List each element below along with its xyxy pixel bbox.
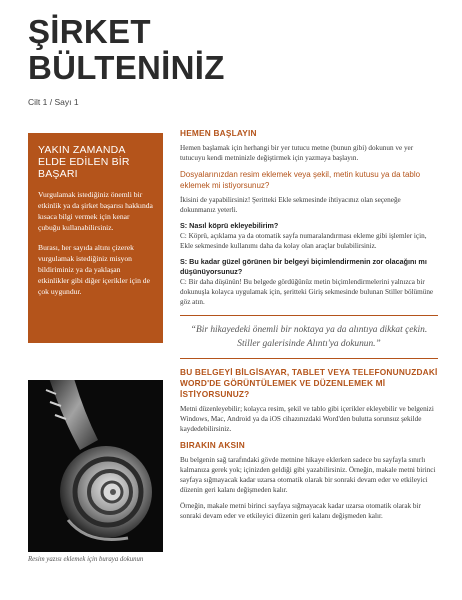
newsletter-title: ŞİRKET BÜLTENİNİZ [28, 13, 225, 86]
issue-label: Cilt 1 / Sayı 1 [28, 97, 79, 107]
subheading-insert-picture[interactable]: Dosyalarınızdan resim eklemek veya şekil, metin kutusu ya da tablo eklemek mi istiyorsunuz? [180, 170, 421, 190]
pull-quote[interactable]: “Bir hikayedeki önemli bir noktaya ya da alıntıya dikkat çekin. Stiller galerisinde Alıntı'ya dokunun.” [180, 315, 438, 359]
sidebar-box [28, 133, 163, 343]
body-insert-picture[interactable]: İkisini de yapabilirsiniz! Şeritteki Ekle sekmesinde ihtiyacınız olan seçeneğe dokunmanız yeterli. [180, 196, 401, 214]
section-body-word-devices[interactable]: Metni düzenleyebilir; kolayca resim, şekil ve tablo gibi içerikler ekleyebilir ve belgenizi Windows, Mac, Android ya da iOS cihazınızdaki Word'den bulutta sorunsuz şekilde kaydedebilirsiniz. [180, 405, 434, 433]
section-body-get-started[interactable]: Hemen başlamak için herhangi bir yer tutucu metne (bunun gibi) dokunun ve yer tutucuyu kendi metninizle değiştirmek için yazmaya başlayın. [180, 144, 414, 162]
section-heading-get-started[interactable]: HEMEN BAŞLAYIN [180, 128, 257, 138]
answer-formatting[interactable]: C: Bir daha düşünün! Bu belgede gördüğünüz metin biçimlendirmelerini yalnızca bir dokunuşla kolayca uygulamak için, şeritteki Giriş sekmesinde bulunan Stiller bölümüne göz atın. [180, 278, 434, 306]
answer-hyperlink[interactable]: C: Köprü, açıklama ya da otomatik sayfa numaralandırması ekleme gibi işlemler için, Ekle sekmesinde kullanımı daha da kolay olan araçlar bulabilirsiniz. [180, 232, 427, 250]
violin-scroll-image [28, 380, 163, 552]
sidebar-paragraph-2[interactable]: Burası, her sayıda altını çizerek vurgulamak istediğiniz misyon bildiriminiz ya da yaklaşan etkinlikler gibi diğer içerikler için de çok uygundur. [38, 243, 150, 296]
question-formatting[interactable]: S: Bu kadar güzel görünen bir belgeyi biçimlendirmenin zor olacağını mı düşünüyorsunuz? [180, 257, 427, 276]
section-body-let-it-flow-1[interactable]: Bu belgenin sağ tarafındaki gövde metnine hikaye eklerken sadece bu sayfayla sınırlı kalmanıza gerek yok; içinizden geldiği gibi yazabilirsiniz. Örneğin, makale metni birinci sayfaya sığmayacak kadar uzarsa otomatik olarak bir sonraki devam eder ve etkileyici düzenin geri kalanı değişmeden kalır. [180, 456, 436, 494]
sidebar-paragraph-1[interactable]: Vurgulamak istediğiniz önemli bir etkinlik ya da şirket başarısı hakkında kısaca bilgi vermek için kenar çubuğu kullanabilirsiniz. [38, 190, 153, 232]
sidebar-heading[interactable]: YAKIN ZAMANDA ELDE EDİLEN BİR BAŞARI [38, 144, 130, 180]
main-column [180, 128, 438, 527]
image-caption[interactable]: Resim yazısı eklemek için buraya dokunun [28, 556, 144, 563]
violin-scroll-photo[interactable] [28, 380, 163, 552]
section-heading-let-it-flow[interactable]: BIRAKIN AKSIN [180, 440, 245, 450]
section-body-let-it-flow-2[interactable]: Örneğin, makale metni birinci sayfaya sığmayacak kadar uzarsa otomatik olarak bir sonraki devam eder ve etkileyici düzenin geri kalanı değişmeden kalır. [180, 502, 421, 520]
question-hyperlink[interactable]: S: Nasıl köprü ekleyebilirim? [180, 221, 279, 230]
section-heading-word-devices[interactable]: BU BELGEYİ BİLGİSAYAR, TABLET VEYA TELEFONUNUZDAKİ WORD'DE GÖRÜNTÜLEMEK VE DÜZENLEMEK Mİ İSTİYORSUNUZ? [180, 367, 438, 399]
